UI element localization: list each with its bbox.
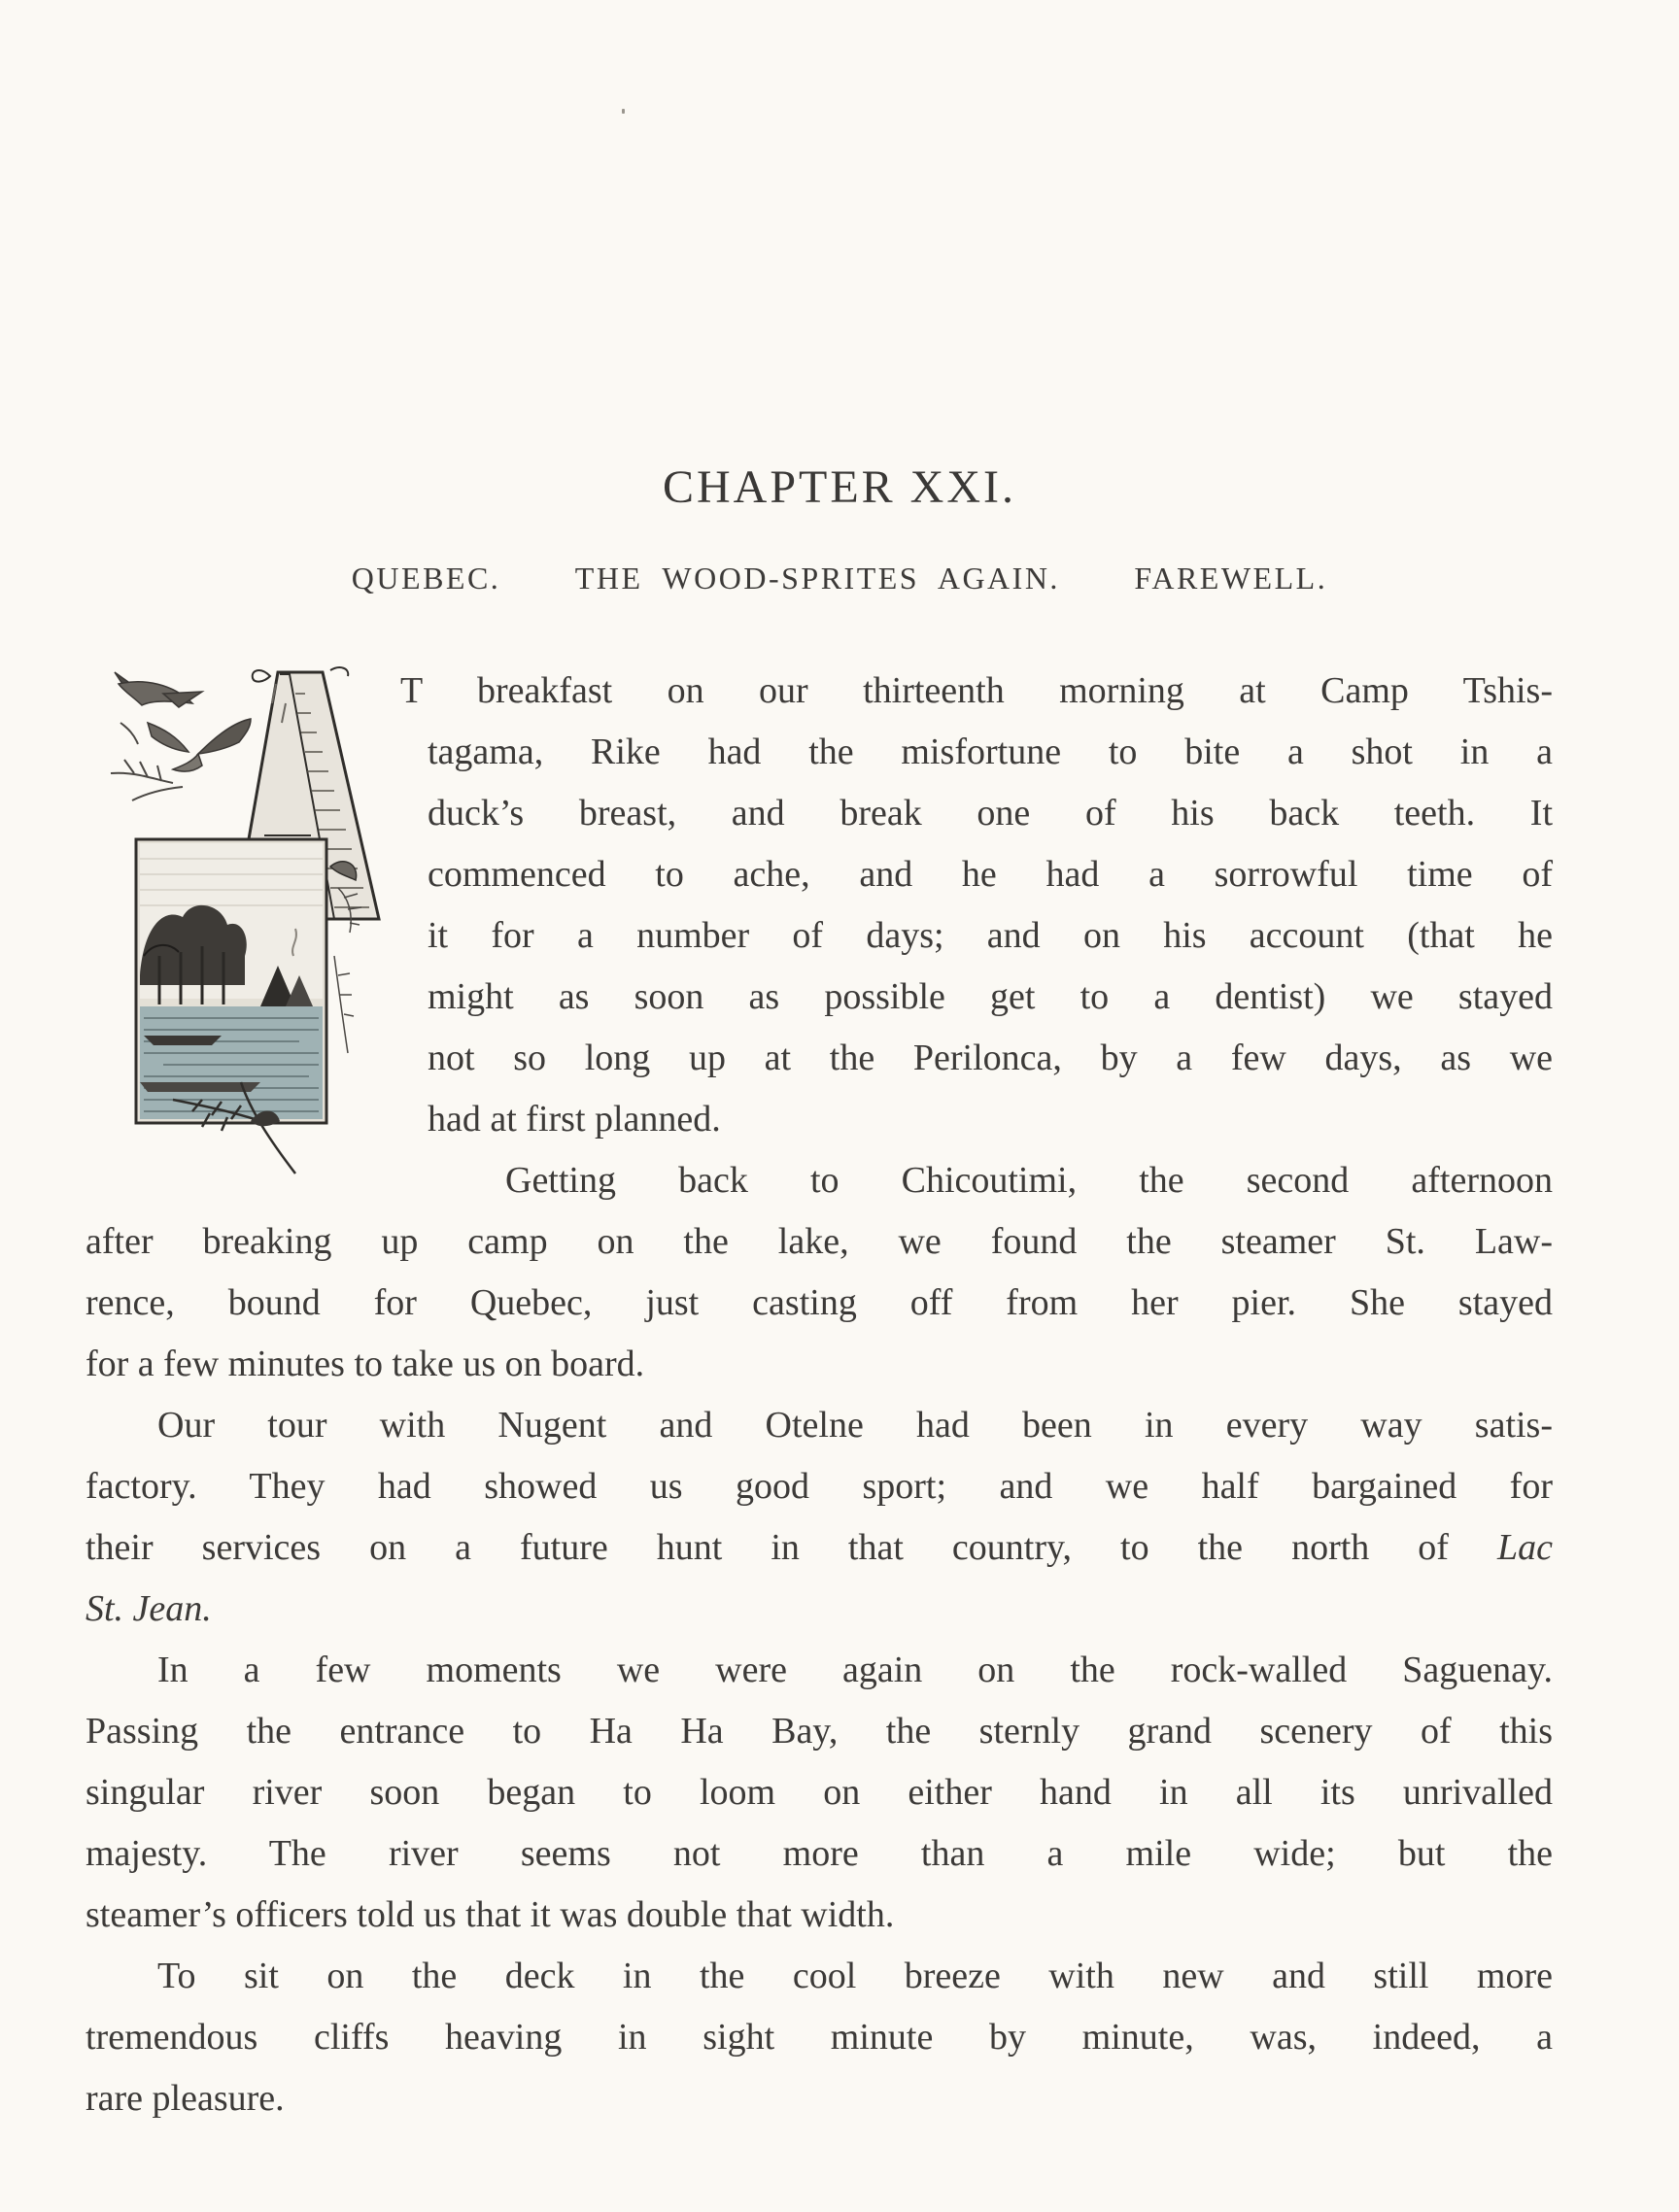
text-line: T breakfast on our thirteenth morning at Camp Tshis- [400,670,1553,711]
text-line: commenced to ache, and he had a sorrowful time of [428,854,1553,895]
paragraph-1 [400,661,1553,722]
drop-cap-illustration [105,664,416,1177]
text-line: rence, bound for Quebec, just casting off from her pier. She stayed [86,1282,1553,1323]
text-line: tagama, Rike had the misfortune to bite a shot in a [428,732,1553,772]
paragraph-2-first-line [505,1150,1553,1211]
lake-scene-illustration [136,839,326,1123]
text-line: Our tour with Nugent and Otelne had been in every way satis- [157,1405,1553,1446]
text-line: duck’s breast, and break one of his back teeth. It [428,793,1553,834]
paragraph-1-cont [428,722,1553,1150]
text-line: not so long up at the Perilonca, by a few days, as we [428,1038,1553,1078]
bird-icon [115,672,202,707]
text-line: rare pleasure. [86,2078,285,2119]
chapter-subtitle [0,561,1679,596]
text-line: singular river soon began to loom on either hand in all its unrivalled [86,1772,1553,1813]
text-line: factory. They had showed us good sport; and we half bargained for [86,1466,1553,1507]
subtitle-part-1: QUEBEC. [351,561,501,596]
text-line: majesty. The river seems not more than a mile wide; but the [86,1833,1553,1874]
body-text [86,1211,1553,2129]
text-line: Passing the entrance to Ha Ha Bay, the sternly grand scenery of this [86,1711,1553,1752]
text-line: tremendous cliffs heaving in sight minute by minute, was, indeed, a [86,2017,1553,2058]
text-line [86,1517,1553,1579]
subtitle-part-3: FAREWELL. [1134,561,1328,596]
text-line: Getting back to Chicoutimi, the second afternoon [505,1160,1553,1201]
text-line: had at first planned. [428,1099,721,1140]
text-line-part: their services on a future hunt in that country, to the north of [86,1527,1449,1568]
italic-place-name: St. Jean. [86,1588,212,1629]
text-line: In a few moments we were again on the rock-walled Saguenay. [157,1650,1553,1690]
page-speck [622,109,625,114]
text-line: To sit on the deck in the cool breeze with new and still more [157,1956,1553,1996]
text-line: steamer’s officers told us that it was double that width. [86,1894,895,1935]
bird-icon [148,719,251,771]
italic-place-name: Lac [1497,1527,1553,1568]
subtitle-part-2: THE WOOD-SPRITES AGAIN. [574,561,1060,596]
text-line: it for a number of days; and on his account (that he [428,915,1553,956]
text-line: might as soon as possible get to a dentist) we stayed [428,976,1553,1017]
text-line: for a few minutes to take us on board. [86,1344,645,1384]
text-line: after breaking up camp on the lake, we found the steamer St. Law- [86,1221,1553,1262]
chapter-title: CHAPTER XXI. [662,461,1016,513]
